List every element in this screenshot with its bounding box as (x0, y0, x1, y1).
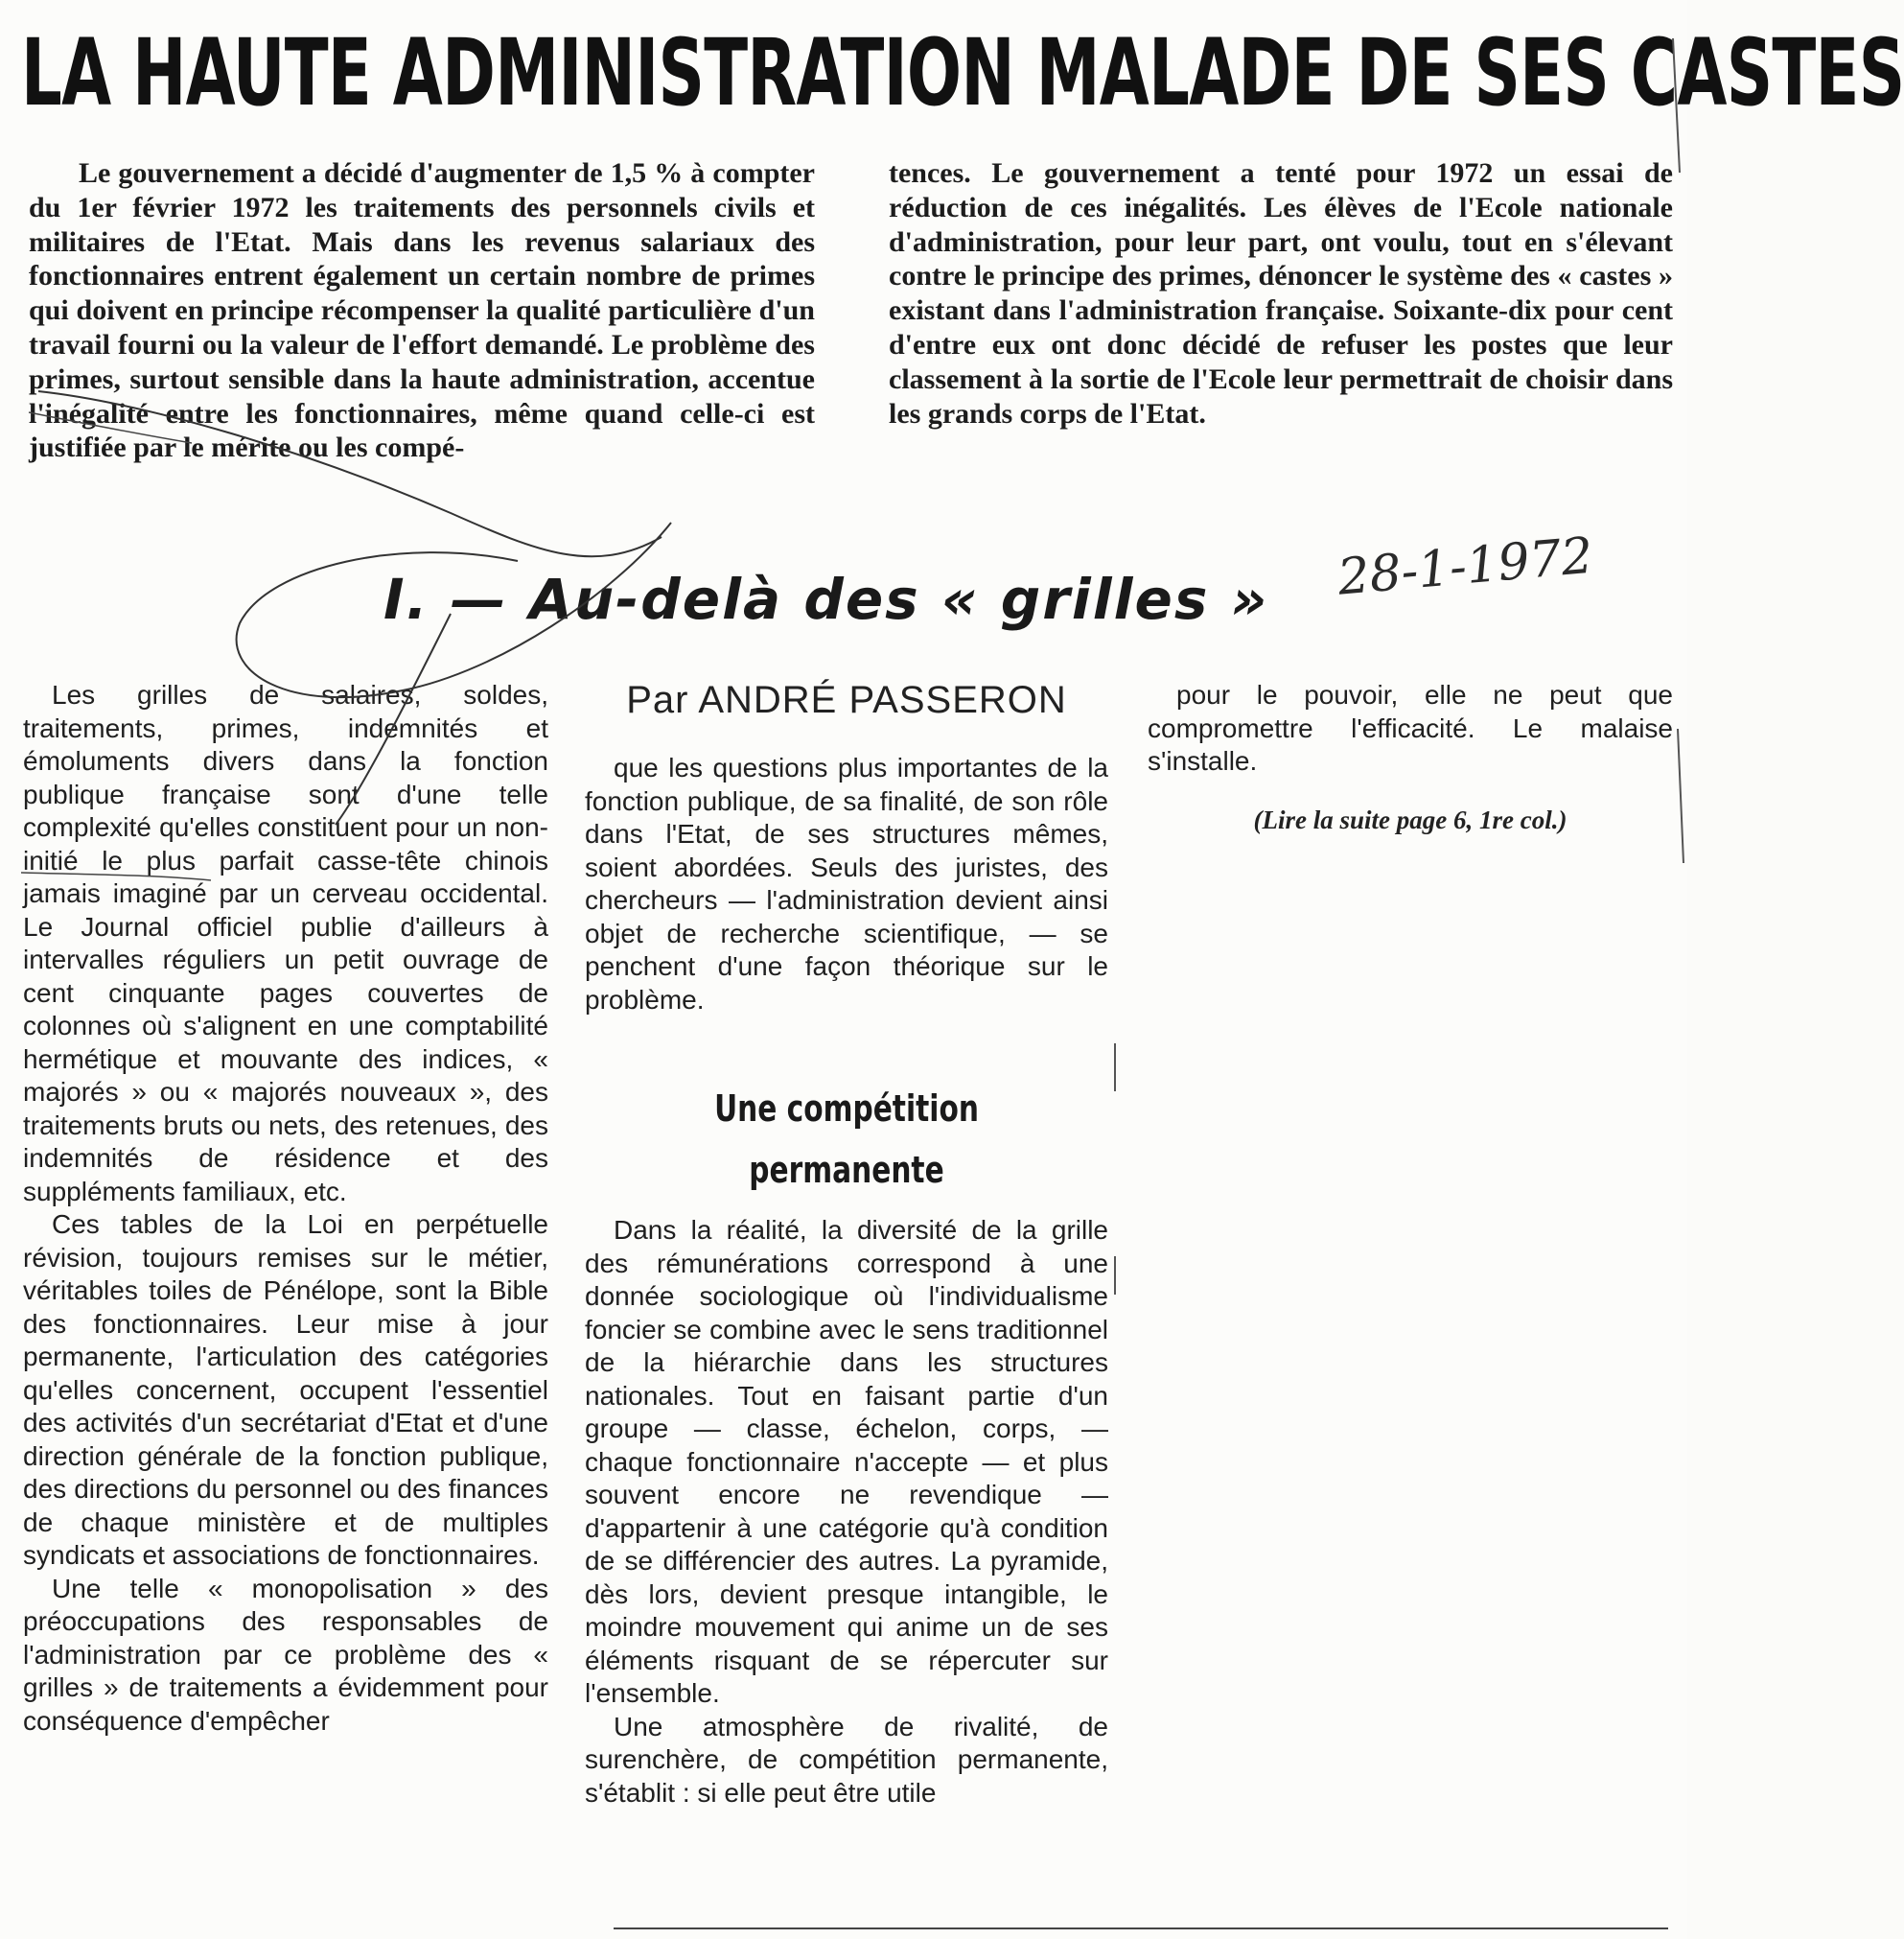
col2-paragraph-1: que les questions plus importantes de la fonction publique, de sa finalité, de son rôle dans l'Etat, de ses structures mêmes, soient abordées. Seuls des juristes, des chercheurs — l'administration devient ainsi objet de recherche scientifique, — se penchent d'une façon théorique sur le problème. (585, 753, 1108, 1015)
bottom-rule (614, 1927, 1668, 1929)
col2-paragraph-2: Dans la réalité, la diversité de la grille des rémunérations correspond à une donnée sociologique où l'individualisme foncier se combine avec le sens traditionnel de la hiérarchie dans les structures nationales. Tout en faisant partie d'un groupe — classe, échelon, corps, — chaque fonctionnaire n'accepte — et plus souvent encore ne revendique — d'appartenir à une catégorie qu'à condition de se différencier des autres. La pyramide, dès lors, devient presque intangible, le moindre mouvement qui anime un de ses éléments risquant de se répercuter sur l'ensemble. (585, 1215, 1108, 1708)
column-subtitle-line-1: Une compétition (714, 1087, 979, 1130)
col2-paragraph-3: Une atmosphère de rivalité, de surenchère, de compétition permanente, s'établit : si elle peut être utile (585, 1711, 1108, 1808)
handwritten-date: 28-1-1972 (1335, 526, 1595, 607)
column-subtitle-line-2: permanente (749, 1149, 944, 1191)
article-column-3 (1148, 679, 1673, 779)
col1-paragraph-3: Une telle « monopolisation » des préoccupations des responsables de l'administration par ce problème des « grilles » de traitements a évidemment pour conséquence d'empêcher (23, 1573, 548, 1736)
column-divider (1114, 1043, 1116, 1091)
column-divider (1114, 1256, 1116, 1295)
section-title: I. — Au-delà des « grilles » (383, 567, 1269, 632)
article-column-1 (23, 679, 548, 1738)
headline: LA HAUTE ADMINISTRATION MALADE DE SES CASTES (21, 19, 1904, 127)
col3-paragraph-1: pour le pouvoir, elle ne peut que compromettre l'efficacité. Le malaise s'installe. (1148, 680, 1673, 776)
chapeau-left-text: Le gouvernement a décidé d'augmenter de 1,5 % à compter du 1er février 1972 les traitements des personnels civils et militaires de l'Etat. Mais dans les revenus salariaux des fonctionnaires entrent également un certain nombre de primes qui doivent en principe récompenser la qualité particulière d'un travail fourni ou la valeur de l'effort demandé. Le problème des primes, surtout sensible dans la haute administration, accentue l'inégalité entre les fonctionnaires, même quand celle-ci est justifiée par le mérite ou les compé- (29, 157, 815, 464)
byline: Par ANDRÉ PASSERON (626, 679, 1067, 721)
column-subtitle (585, 1078, 1108, 1201)
chapeau-right-text: tences. Le gouvernement a tenté pour 1972 un essai de réduction de ces inégalités. Les élèves de l'Ecole nationale d'administration, pour leur part, ont voulu, tout en s'élevant contre le principe des primes, dénoncer le système des « castes » existant dans l'administration française. Soixante-dix pour cent d'entre eux ont donc décidé de refuser les postes que leur classement à la sortie de l'Ecole leur permettrait de choisir dans les grands corps de l'Etat. (889, 157, 1673, 430)
article-column-2-top (585, 752, 1108, 1016)
chapeau-right-column (889, 156, 1673, 431)
chapeau-left-column (29, 156, 815, 465)
col1-paragraph-1: Les grilles de salaires, soldes, traitements, primes, indemnités et émoluments divers dans la fonction publique française sont d'une telle complexité qu'elles constituent pour un non-initié le plus parfait casse-tête chinois jamais imaginé par un cerveau occidental. Le Journal officiel publie d'ailleurs à intervalles réguliers un petit ouvrage de cent cinquante pages couvertes de colonnes où s'alignent en une comptabilité hermétique et mouvante des indices, « majorés » ou « majorés nouveaux », des traitements bruts ou nets, des retenues, des indemnités de résidence et des suppléments familiaux, etc. (23, 680, 548, 1206)
col1-paragraph-2: Ces tables de la Loi en perpétuelle révision, toujours remises sur le métier, véritables toiles de Pénélope, sont la Bible des fonctionnaires. Leur mise à jour permanente, l'articulation des catégories qu'elles concernent, occupent l'essentiel des activités d'un secrétariat d'Etat et d'une direction générale de la fonction publique, des directions du personnel ou des finances de chaque ministère et de multiples syndicats et associations de fonctionnaires. (23, 1209, 548, 1570)
continued-note: (Lire la suite page 6, 1re col.) (1253, 806, 1567, 834)
article-column-2-bottom (585, 1214, 1108, 1810)
